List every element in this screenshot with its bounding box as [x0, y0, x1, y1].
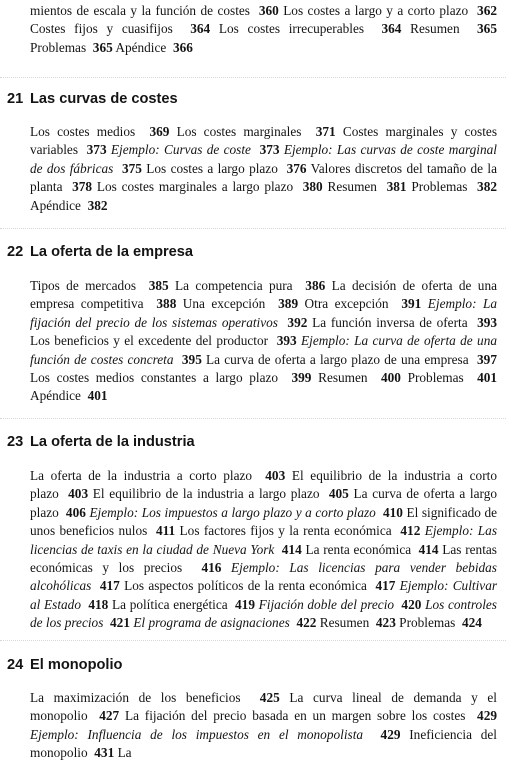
toc-page-number: 403 [68, 486, 89, 502]
toc-page-number: 429 [477, 708, 497, 724]
toc-page-number: 397 [477, 351, 497, 367]
toc-page-number: 393 [276, 333, 297, 349]
chapter-title: Las curvas de costes [30, 91, 178, 107]
toc-page-number: 417 [99, 578, 120, 594]
toc-page-number: 382 [477, 179, 497, 195]
chapter-number: 21 [7, 91, 24, 107]
section-separator [0, 418, 506, 419]
chapter-number: 22 [7, 244, 24, 260]
toc-page-number: 375 [121, 160, 142, 176]
toc-entry-title: La renta económica [305, 541, 412, 557]
toc-page-number: 380 [302, 179, 323, 195]
toc-page-number: 392 [287, 314, 308, 330]
toc-entry-title: Los aspectos políticos de la renta económica [124, 578, 367, 594]
chapter-entries [30, 467, 497, 633]
toc-page-number: 393 [477, 314, 498, 330]
toc-example-title: Ejemplo: Las licencias de taxis en la ciudad de Nueva York [30, 523, 498, 557]
toc-entry-title: La competencia pura [175, 278, 293, 293]
chapter-title: La oferta de la industria [30, 434, 195, 450]
toc-page-number: 401 [87, 388, 108, 404]
toc-entry-title: Los costes a largo y a corto plazo [283, 3, 469, 18]
toc-entry-title: mientos de escala y la función de costes [30, 3, 250, 18]
toc-page-number: 424 [461, 615, 482, 631]
toc-page-number: 382 [87, 197, 108, 213]
toc-example-title: Ejemplo: La curva de oferta de una función de costes concreta [30, 333, 497, 367]
toc-page-number: 414 [418, 541, 439, 557]
toc-entry-title: Resumen [319, 615, 370, 631]
toc-page-number: 418 [88, 596, 109, 612]
toc-page-number: 417 [375, 578, 396, 594]
toc-entry-title: Problemas [399, 615, 456, 631]
toc-page-number: 360 [258, 3, 279, 18]
toc-page-number: 391 [401, 296, 422, 312]
toc-entry-title: Los costes a largo plazo [146, 160, 278, 176]
chapter-number: 24 [7, 657, 24, 673]
chapter-20-carryover-entries [30, 2, 497, 57]
toc-entry-title: Problemas [411, 179, 468, 195]
toc-page-number: 416 [201, 560, 222, 576]
toc-example-title: Ejemplo: Las curvas de coste marginal de dos fábricas [30, 142, 497, 176]
toc-entry-title: Los costes irrecuperables [218, 21, 365, 37]
toc-page-number: 365 [92, 39, 113, 55]
toc-page-number: 420 [401, 596, 422, 612]
toc-page-number: 386 [305, 278, 326, 293]
chapter-heading [7, 656, 497, 674]
toc-entry-title: La oferta de la industria a corto plazo [30, 468, 253, 483]
chapter-heading [7, 90, 497, 108]
chapter-title: El monopolio [30, 657, 123, 673]
toc-page-number: 412 [400, 523, 421, 539]
section-separator [0, 77, 506, 78]
toc-example-title: Los controles de los precios [30, 596, 497, 631]
toc-page-number: 369 [149, 124, 170, 139]
chapter-entries [30, 123, 497, 215]
section-separator [0, 228, 506, 229]
toc-entry-title: Resumen [327, 179, 377, 195]
toc-page-number: 401 [477, 370, 498, 386]
toc-page-number: 427 [99, 708, 120, 724]
toc-entry-title: La [117, 745, 132, 761]
toc-example-title: Ejemplo: Los impuestos a largo plazo y a corto plazo [89, 504, 376, 520]
toc-entry-title: Valores discretos del tamaño de la planta [30, 160, 498, 195]
toc-page-number: 364 [190, 21, 211, 37]
toc-page-number: 425 [259, 690, 280, 705]
toc-entry-title: Los costes marginales [176, 124, 302, 139]
toc-page-number: 388 [156, 296, 177, 312]
toc-entry-title: Ineficiencia del monopolio [30, 726, 497, 761]
toc-entry-title: La curva de oferta a largo plazo [30, 486, 497, 520]
toc-entry-title: La curva de oferta a largo plazo de una empresa [206, 351, 469, 367]
section-separator [0, 640, 506, 641]
toc-page-number: 366 [172, 39, 193, 55]
toc-entry-title: El equilibrio de la industria a corto plazo [30, 468, 497, 502]
toc-page-number: 373 [259, 142, 280, 158]
toc-page-number: 365 [477, 21, 497, 37]
toc-entry-title: Resumen [318, 370, 368, 386]
toc-page-number: 389 [278, 296, 299, 312]
toc-entry-title: Apéndice [30, 197, 81, 213]
toc-page-number: 403 [265, 468, 286, 483]
toc-entry-title: Apéndice [30, 388, 81, 404]
toc-page-number: 429 [380, 726, 401, 742]
toc-entry-title: El significado de unos beneficios nulos [30, 504, 498, 539]
toc-page-number: 423 [375, 615, 396, 631]
toc-page-number: 373 [86, 142, 107, 158]
toc-entry-title: El equilibrio de la industria a largo plazo [92, 486, 320, 502]
toc-entry-title: Problemas [407, 370, 464, 386]
toc-page-number: 400 [380, 370, 401, 386]
chapter-entries [30, 689, 497, 763]
toc-page-number: 406 [65, 504, 86, 520]
toc-page-number: 378 [72, 179, 93, 195]
toc-entry-title: La curva lineal de demanda y el monopolio [30, 690, 497, 724]
toc-entry-title: Costes marginales y costes variables [30, 124, 497, 158]
toc-page-number: 422 [296, 615, 317, 631]
toc-example-title: Ejemplo: Las licencias para vender bebidas alcohólicas [30, 560, 497, 594]
toc-entry-title: La fijación del precio basada en un margen sobre los costes [124, 708, 466, 724]
toc-page-number: 385 [148, 278, 169, 293]
toc-entry-title: Resumen [410, 21, 460, 37]
chapter-number: 23 [7, 434, 24, 450]
toc-entry-title: Problemas [30, 39, 87, 55]
toc-entry-title: La decisión de oferta de una empresa competitiva [30, 278, 497, 312]
toc-entry-title: Tipos de mercados [30, 278, 137, 293]
toc-page-number: 399 [291, 370, 312, 386]
toc-entry-title: Los costes medios constantes a largo plazo [30, 370, 279, 386]
toc-entry-title: La maximización de los beneficios [30, 690, 241, 705]
toc-example-title: Ejemplo: Curvas de coste [110, 142, 251, 158]
toc-page-number: 419 [235, 596, 255, 612]
toc-page-number: 414 [281, 541, 302, 557]
chapter-heading [7, 243, 497, 261]
chapter-heading [7, 433, 497, 451]
toc-example-title: Ejemplo: La fijación del precio de los sistemas operativos [30, 296, 497, 330]
toc-example-title: Fijación doble del precio [258, 596, 395, 612]
toc-entry-title: La política energética [111, 596, 228, 612]
toc-page-number: 421 [110, 615, 130, 631]
toc-entry-title: Los factores fijos y la renta económica [179, 523, 392, 539]
toc-entry-title: Los beneficios y el excedente del productor [30, 333, 269, 349]
toc-example-title: El programa de asignaciones [133, 615, 290, 631]
chapter-title: La oferta de la empresa [30, 244, 194, 260]
toc-entry-title: Los costes medios [30, 124, 136, 139]
toc-page-number: 411 [155, 523, 176, 539]
toc-page-number: 376 [286, 160, 307, 176]
toc-page-number: 431 [94, 745, 115, 761]
toc-entry-title: Costes fijos y cuasifijos [30, 21, 173, 37]
toc-example-title: Ejemplo: Influencia de los impuestos en el monopolista [30, 726, 364, 742]
toc-page-number: 381 [386, 179, 407, 195]
toc-entry-title: Una excepción [182, 296, 266, 312]
toc-entry-title: Las rentas económicas y los precios [30, 541, 497, 576]
toc-entry-title: Los costes marginales a largo plazo [96, 179, 294, 195]
chapter-entries [30, 277, 497, 406]
toc-entry-title: Apéndice [115, 39, 167, 55]
toc-page-number: 410 [382, 504, 403, 520]
toc-page-number: 364 [381, 21, 402, 37]
toc-page-number: 405 [328, 486, 349, 502]
toc-page-number: 371 [315, 124, 336, 139]
toc-example-title: Ejemplo: Cultivar al Estado [30, 578, 498, 612]
toc-entry-title: La función inversa de oferta [312, 314, 468, 330]
toc-entry-title: Otra excepción [304, 296, 389, 312]
toc-page-number: 395 [181, 351, 202, 367]
toc-page-number: 362 [477, 3, 497, 18]
